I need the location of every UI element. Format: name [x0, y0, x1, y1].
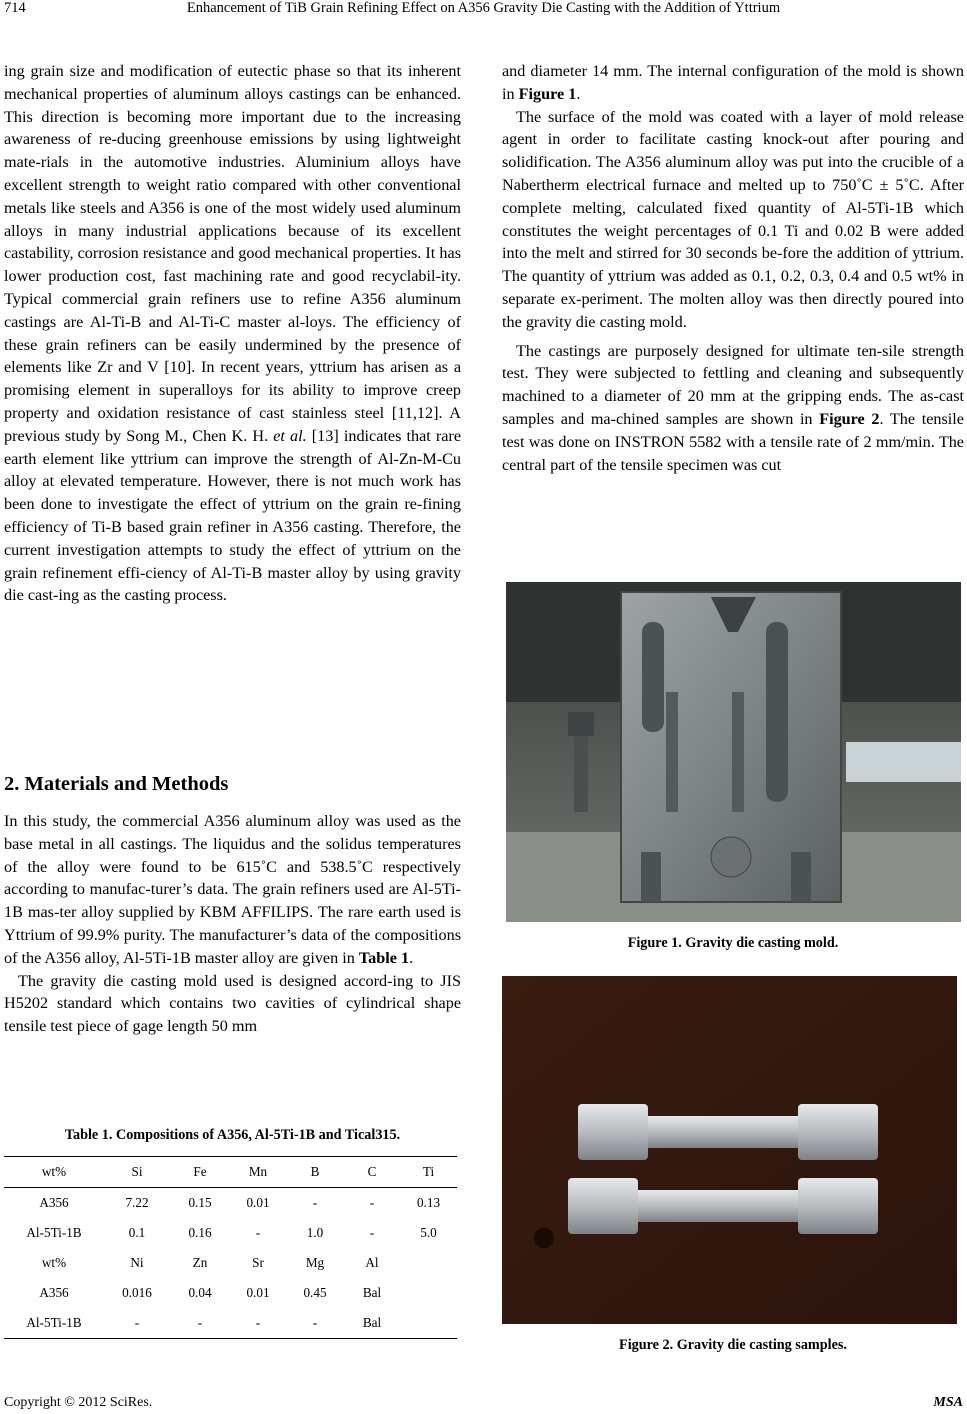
table-header-row-2	[4, 1248, 457, 1278]
table-header-cell: Zn	[192, 1255, 208, 1270]
right-column	[502, 60, 964, 476]
figure-2-caption: Figure 2. Gravity die casting samples.	[619, 1337, 847, 1353]
table-header-cell: C	[344, 1157, 400, 1188]
table-header-cell: Ni	[130, 1255, 144, 1270]
table-header-cell: Sr	[252, 1255, 264, 1270]
mold-photo-icon	[506, 582, 961, 922]
table-cell	[400, 1278, 457, 1308]
samples-photo-icon	[502, 976, 957, 1324]
table-cell: A356	[39, 1285, 69, 1300]
table-cell: 0.016	[122, 1285, 152, 1300]
table-cell: 0.15	[188, 1195, 212, 1210]
table-cell: -	[286, 1308, 344, 1339]
right-paragraph-1: and diameter 14 mm. The internal configuration of the mold is shown in Figure 1.	[502, 62, 964, 103]
copyright: Copyright © 2012 SciRes.	[4, 1395, 153, 1410]
table-cell: 0.13	[416, 1195, 441, 1210]
left-paragraph-3: The gravity die casting mold used is designed accord-ing to JIS H5202 standard which contains two cavities of cylindrical shape tensile test piece of gage length 50 mm	[4, 971, 461, 1036]
table-header-cell: Mg	[305, 1255, 325, 1270]
table-header-cell: Ti	[400, 1157, 457, 1188]
table-1	[4, 1156, 457, 1339]
table-cell: -	[312, 1195, 318, 1210]
table-cell: Al-5Ti-1B	[26, 1225, 82, 1240]
running-title: Enhancement of TiB Grain Refining Effect on A356 Gravity Die Casting with the Addition of Yttrium	[186, 0, 781, 16]
table-cell: Bal	[344, 1308, 400, 1339]
figure-2-image	[502, 976, 957, 1324]
left-paragraph-2: In this study, the commercial A356 aluminum alloy was used as the base metal in all castings. The liquidus and the solidus temperatures of the alloy were found to be 615˚C and 538.5˚C respectively according to manufac-turer’s data. The grain refiners used are Al-5Ti-1B mas-ter alloy supplied by KBM AFFILIPS. The rare earth used is Yttrium of 99.9% purity. The manufacturer’s data of the compositions of the A356 alloy, Al-5Ti-1B master alloy are given in Table 1.	[4, 812, 461, 967]
table-cell: 0.01	[246, 1195, 270, 1210]
table-cell: A356	[39, 1195, 69, 1210]
table-cell: 0.04	[188, 1285, 212, 1300]
left-column	[4, 60, 461, 607]
table-cell: 0.01	[246, 1285, 270, 1300]
right-paragraph-3: The castings are purposely designed for ultimate ten-sile strength test. They were subjected to fettling and cleaning and subsequently machined to a diameter of 20 mm at the gripping ends. The as-cast samples and ma-chined samples are shown in Figure 2. The tensile test was done on INSTRON 5582 with a tensile rate of 2 mm/min. The central part of the tensile specimen was cut	[502, 341, 964, 474]
table-row	[4, 1218, 457, 1248]
figure-1-image	[506, 582, 961, 922]
table-header-row	[4, 1157, 457, 1188]
table-cell: -	[255, 1225, 261, 1240]
right-paragraph-2: The surface of the mold was coated with a layer of mold release agent in order to facilitate casting knock-out after pouring and solidification. The A356 aluminum alloy was put into the crucible of a Nabertherm electrical furnace and melted up to 750˚C ± 5˚C. After complete melting, calculated fixed quantity of Al-5Ti-1B which constitutes the weight percentages of 0.1 Ti and 0.02 B were added into the melt and stirred for 30 seconds be-fore the addition of yttrium. The quantity of yttrium was added as 0.1, 0.2, 0.3, 0.4 and 0.5 wt% in separate ex-periment. The molten alloy was then directly poured into the gravity die casting mold.	[502, 107, 964, 331]
table-cell: 1.0	[306, 1225, 324, 1240]
table-caption: Table 1. Compositions of A356, Al-5Ti-1B and Tical315.	[64, 1127, 401, 1143]
table-row	[4, 1278, 457, 1308]
table-header-cell: wt%	[41, 1255, 67, 1270]
table-cell: Al-5Ti-1B	[4, 1308, 104, 1339]
table-row	[4, 1188, 457, 1219]
table-header-cell: B	[286, 1157, 344, 1188]
table-header-cell: Mn	[230, 1157, 286, 1188]
left-paragraph-1: ing grain size and modification of eutectic phase so that its inherent mechanical properties of aluminum alloys castings can be enhanced. This direction is becoming more important due to the increasing awareness of re-ducing greenhouse emissions by using lightweight mate-rials in the automotive industries. Aluminium alloys have excellent strength to weight ratio compared with other conventional metals like steels and A356 is one of the most widely used aluminum alloys in many industrial applications because of its excellent castability, corrosion resistance and good mechanical properties. It has lower production cost, fast machining rate and good recyclabil-ity. Typical commercial grain refiners use to refine A356 aluminum castings are Al-Ti-B and Al-Ti-C master al-loys. The efficiency of these grain refiners can be easily undermined by the presence of elements like Zr and V [10]. In recent years, yttrium has arisen as a promising element in superalloys for its ability to improve creep property and oxidation resistance of cast stainless steel [11,12]. A previous study by Song M., Chen K. H. et al. [13] indicates that rare earth element like yttrium can improve the strength of Al-Zn-M-Cu alloy at elevated temperature. However, there is not much work has been done to investigate the effect of yttrium on the grain re-fining efficiency of Ti-B based grain refiner in A356 casting. Therefore, the current investigation attempts to study the effect of yttrium on the grain refinement effi-ciency of Al-Ti-B master alloy by using gravity die cast-ing as the casting process.	[4, 62, 462, 605]
table-row	[4, 1308, 457, 1339]
table-cell: -	[369, 1195, 375, 1210]
table-header-cell: Si	[104, 1157, 170, 1188]
figure-1-caption: Figure 1. Gravity die casting mold.	[627, 935, 839, 951]
table-cell: Bal	[362, 1285, 382, 1300]
table-cell: 0.45	[303, 1285, 327, 1300]
compositions-table	[4, 1157, 457, 1339]
table-cell: 0.16	[188, 1225, 212, 1240]
table-header-cell: wt%	[4, 1157, 104, 1188]
table-header-cell: Fe	[170, 1157, 230, 1188]
table-cell: -	[170, 1308, 230, 1339]
table-cell: 5.0	[420, 1225, 437, 1240]
table-header-cell: Al	[365, 1255, 379, 1270]
page-number: 714	[4, 0, 26, 16]
section-heading: 2. Materials and Methods	[4, 773, 229, 795]
table-cell: -	[369, 1225, 375, 1240]
left-column-lower	[4, 810, 461, 1038]
running-header	[0, 0, 967, 30]
table-cell: -	[104, 1308, 170, 1339]
journal-name: MSA	[933, 1395, 963, 1410]
table-cell: -	[230, 1308, 286, 1339]
table-header-cell	[400, 1248, 457, 1278]
table-cell	[400, 1308, 457, 1339]
table-cell: 0.1	[128, 1225, 146, 1240]
table-cell: 7.22	[125, 1195, 149, 1210]
